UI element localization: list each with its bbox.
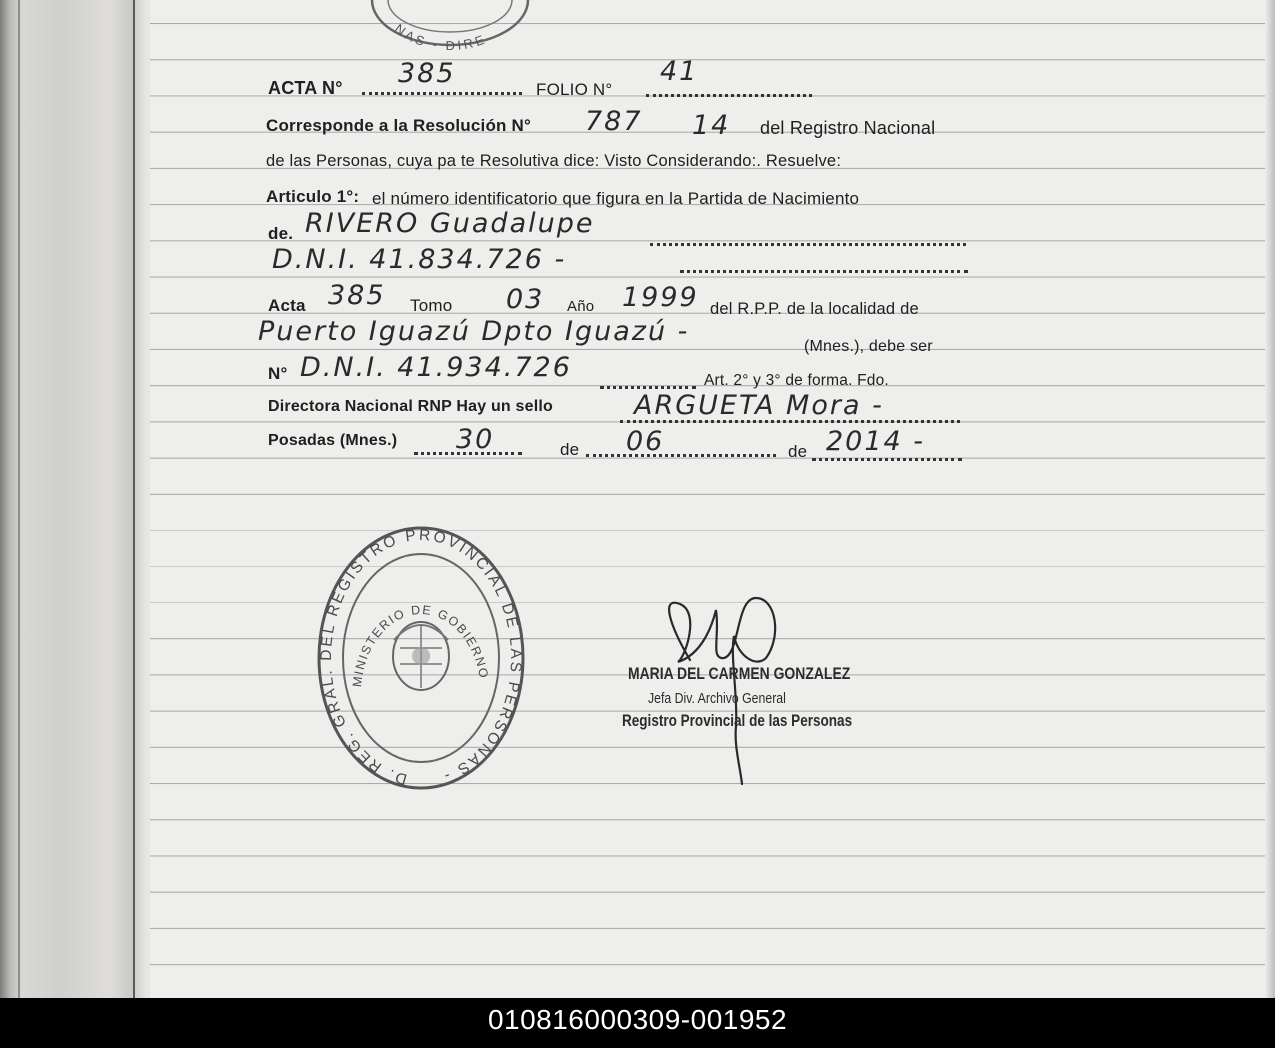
tomo-number: 03 [506,284,545,315]
acta-label: ACTA N° [268,78,343,98]
signer-organization: Registro Provincial de las Personas [622,712,853,730]
resolucion-year: 14 [692,110,731,141]
anio-label: Año [567,298,595,315]
month-dotted-line [586,454,776,457]
corrected-dni: D.N.I. 41.934.726 [300,352,572,383]
directora-text: Directora Nacional RNP Hay un sello [268,398,554,415]
provincial-registry-seal-stamp [316,524,526,792]
folio-label: FOLIO N° [536,80,613,99]
coat-of-arms-icon [393,622,449,690]
signer-title: Jefa Div. Archivo General [648,690,786,707]
de-label-2: de [788,442,808,461]
seal-inner-text: MINISTERIO DE GOBIERNO [350,602,492,688]
book-binding-edge [0,0,150,998]
ruled-register-page [150,0,1275,998]
nro-label: N° [268,364,288,383]
folio-number: 41 [660,56,699,87]
directora-dotted-line [620,420,960,423]
articulo-text: el número identificatorio que figura en la Partida de Nacimiento [372,189,860,208]
posadas-label: Posadas (Mnes.) [268,432,398,449]
resolucion-number: 787 [585,106,643,137]
personas-line: de las Personas, cuya pa te Resolutiva dice: Visto Considerando:. Resuelve: [266,152,842,170]
de-label-1: de [560,440,580,459]
art-text: Art. 2° y 3° de forma. Fdo. [704,372,889,389]
registro-nacional-text: del Registro Nacional [760,118,936,138]
acta2-number: 385 [328,280,386,311]
year-value: 2014 - [826,426,926,457]
folio-dotted-line [646,94,812,97]
new-dni-dotted-line [600,386,696,389]
svg-text:NAS - DIRE [392,21,489,50]
dni-dotted-line [680,270,968,273]
top-partial-seal-stamp [360,0,540,50]
registrant-name: RIVERO Guadalupe [305,208,595,239]
tomo-label: Tomo [410,296,453,315]
name-dotted-line [650,243,966,246]
directora-name: ARGUETA Mora - [634,390,884,421]
acta-dotted-line [362,92,522,95]
day-value: 30 [456,424,495,455]
month-value: 06 [626,426,665,457]
resolucion-label: Corresponde a la Resolución N° [266,116,532,135]
top-seal-text: NAS - DIRE [392,20,489,50]
signer-name: MARIA DEL CARMEN GONZALEZ [628,664,851,683]
articulo-label: Articulo 1°: [266,187,360,206]
year-dotted-line [812,458,962,461]
acta2-label: Acta [268,296,306,315]
rpp-text: del R.P.P. de la localidad de [710,300,919,318]
anio-number: 1999 [622,282,699,313]
original-dni: D.N.I. 41.834.726 - [272,244,567,275]
acta-number: 385 [398,58,456,89]
document-id-label: 010816000309-001952 [487,1004,788,1035]
page-edge-shadow [1265,0,1275,998]
seal-outer-text: D. REG. GRAL. DEL REGISTRO PROVINCIAL DE LAS PERSONAS - [317,526,525,788]
de-label: de. [268,224,294,243]
mnes-text: (Mnes.), debe ser [804,338,933,355]
localidad: Puerto Iguazú Dpto Iguazú - [258,316,690,347]
